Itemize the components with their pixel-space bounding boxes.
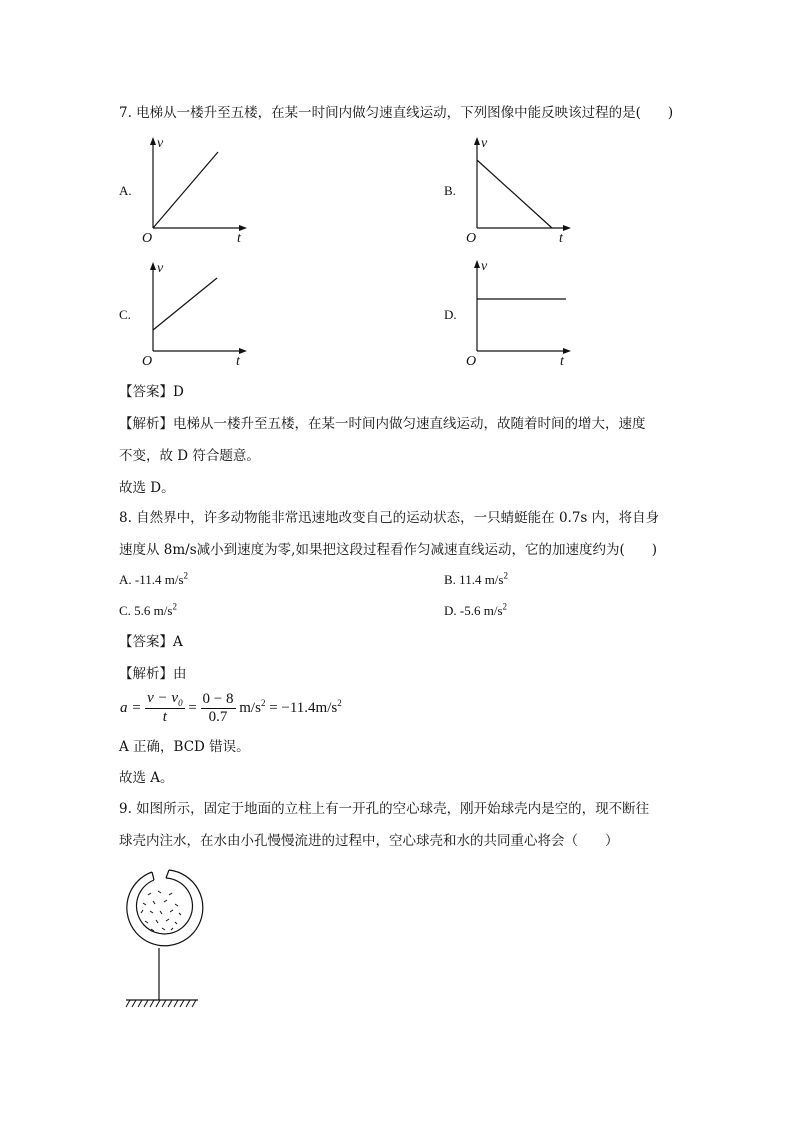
origin-label: O <box>142 354 153 369</box>
q8-question-line2: 速度从 8m/s减小到速度为零,如果把这段过程看作匀减速直线运动，它的加速度约为( ) <box>119 542 657 558</box>
graph-c <box>140 260 260 372</box>
q8-analysis-line2: A 正确，BCD 错误。 <box>119 739 250 755</box>
formula-lhs: a = <box>120 699 142 716</box>
y-axis-arrow <box>474 260 480 268</box>
x-axis-label: t <box>559 231 563 246</box>
acceleration-formula <box>120 690 342 728</box>
v-t-line <box>153 278 217 330</box>
y-axis-label: v <box>481 136 488 151</box>
v-t-line <box>153 152 218 228</box>
opening-edge-right <box>166 870 169 878</box>
graph-d <box>464 258 584 370</box>
graph-b <box>464 135 584 247</box>
y-axis-label: v <box>157 136 164 151</box>
option-a-label: A. <box>119 183 132 198</box>
opening-edge-left <box>152 872 154 880</box>
x-axis-arrow <box>563 348 571 354</box>
q7-answer: 【答案】D <box>119 384 184 400</box>
origin-label: O <box>142 231 153 246</box>
option-b-label: B. <box>444 183 456 198</box>
q8-option-b: B. 11.4 $m/s^2$ <box>444 570 508 587</box>
formula-eq: = <box>188 699 197 716</box>
q7-question: 7. 电梯从一楼升至五楼，在某一时间内做匀速直线运动，下列图像中能反映该过程的是( ) <box>119 105 674 121</box>
x-axis-arrow <box>563 225 571 231</box>
y-axis-label: v <box>157 261 164 276</box>
q7-analysis-line1: 【解析】电梯从一楼升至五楼，在某一时间内做匀速直线运动，故随着时间的增大，速度 <box>119 416 646 432</box>
ground-hatching <box>126 1000 196 1007</box>
q8-analysis-intro: 【解析】由 <box>119 666 187 682</box>
x-axis-label: t <box>237 231 241 246</box>
formula-result: = $-11.4m/s^2$ <box>269 697 342 716</box>
q9-question-line2: 球壳内注水，在水由小孔慢慢流进的过程中，空心球壳和水的共同重心将会（ ） <box>119 833 619 849</box>
q9-question-line1: 9. 如图所示，固定于地面的立柱上有一开孔的空心球壳，刚开始球壳内是空的，现不断往 <box>119 801 650 817</box>
formula-fraction-2: $\frac{0 - 8}{0.7}$ <box>202 690 234 725</box>
formula-unit: $m/s^2$ <box>239 697 266 716</box>
formula-fraction-1: $\frac{v - v_0}{t}$ <box>147 690 183 725</box>
v-t-line <box>477 160 552 228</box>
option-d-label: D. <box>444 307 457 322</box>
q8-conclusion: 故选 A。 <box>119 770 174 786</box>
q8-answer: 【答案】A <box>119 634 183 650</box>
q7-analysis-line2: 不变，故 D 符合题意。 <box>119 448 260 464</box>
graph-a <box>140 135 260 247</box>
origin-label: O <box>466 231 477 246</box>
option-c-label: C. <box>119 307 131 322</box>
inner-shell <box>136 878 192 934</box>
origin-label: O <box>466 354 477 369</box>
y-axis-label: v <box>481 259 488 274</box>
y-axis-arrow <box>150 137 156 145</box>
x-axis-label: t <box>236 354 240 369</box>
y-axis-arrow <box>474 137 480 145</box>
water-dashes <box>141 891 181 931</box>
hollow-sphere-figure <box>118 862 230 1014</box>
q8-option-d: D. -5.6 $m/s^2$ <box>444 601 507 618</box>
q8-question-line1: 8. 自然界中，许多动物能非常迅速地改变自己的运动状态，一只蜻蜓能在 0.7s 内，将自身 <box>119 510 660 526</box>
q7-conclusion: 故选 D。 <box>119 480 175 496</box>
y-axis-arrow <box>150 262 156 270</box>
x-axis-label: t <box>560 354 564 369</box>
q8-option-c: C. 5.6 $m/s^2$ <box>119 601 177 618</box>
q8-option-a: A. -11.4 $m/s^2$ <box>119 570 189 587</box>
x-axis-arrow <box>239 348 247 354</box>
